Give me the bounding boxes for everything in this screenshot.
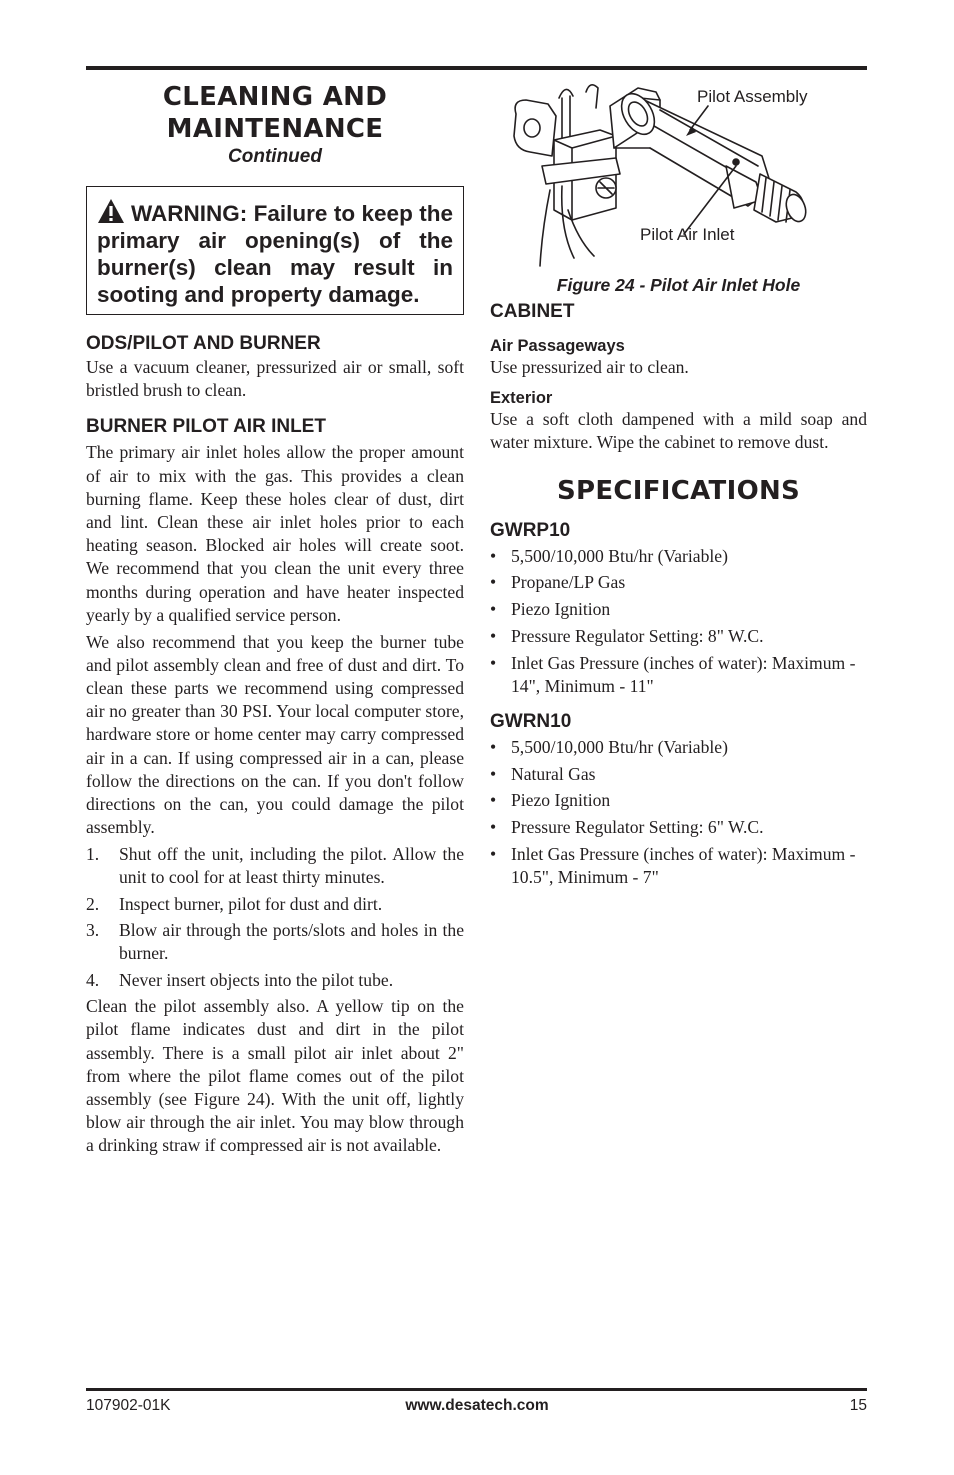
label-pilot-assembly: Pilot Assembly — [697, 87, 808, 106]
air-passageways-text: Use pressurized air to clean. — [490, 357, 689, 377]
warning-text: WARNING: Failure to keep the primary air opening(s) of the burner(s) clean may result in sooting and property damage. — [97, 201, 453, 307]
right-column — [490, 70, 867, 893]
left-column — [86, 70, 464, 1158]
ods-pilot-text: Use a vacuum cleaner, pressurized air or small, soft bristled brush to clean. — [86, 357, 464, 401]
section-title-line1: CLEANING AND — [162, 82, 388, 112]
gwrp10-spec-list — [490, 545, 867, 699]
list-item: 3. Blow air through the ports/slots and holes in the burner. — [86, 920, 464, 964]
list-item: • Inlet Gas Pressure (inches of water): Maximum - 14", Minimum - 11" — [490, 652, 856, 696]
website-link[interactable]: www.desatech.com — [405, 1397, 549, 1414]
exterior-text: Use a soft cloth dampened with a mild soap and water mixture. Wipe the cabinet to remove dust. — [490, 409, 867, 453]
document-number: 107902-01K — [86, 1397, 171, 1414]
list-item: • Piezo Ignition — [490, 790, 611, 811]
list-item: • 5,500/10,000 Btu/hr (Variable) — [490, 736, 728, 757]
list-item: 2. Inspect burner, pilot for dust and dirt. — [86, 893, 383, 914]
warning-triangle-icon — [97, 198, 125, 224]
exterior-heading: Exterior — [490, 389, 553, 408]
list-item: • Propane/LP Gas — [490, 572, 626, 593]
label-pilot-air-inlet: Pilot Air Inlet — [640, 225, 735, 244]
list-item: • 5,500/10,000 Btu/hr (Variable) — [490, 545, 728, 566]
list-item: • Piezo Ignition — [490, 599, 611, 620]
ods-pilot-heading: ODS/PILOT AND BURNER — [86, 333, 321, 354]
list-item: 1. Shut off the unit, including the pilot. Allow the unit to cool for at least thirty minutes. — [86, 843, 464, 888]
inlet-paragraph-2: We also recommend that you keep the burner tube and pilot assembly clean and free of dust and dirt. To clean these parts we recommend using compressed air no greater than 30 PSI. Your local computer store, hardware store or home center may carry compressed air in a can. If using compressed air in a can, please follow the directions on the can. If you don't follow directions on the can, you could damage the pilot assembly. — [86, 631, 464, 838]
cabinet-heading: CABINET — [490, 301, 575, 322]
section-subtitle: Continued — [228, 146, 322, 167]
burner-pilot-air-inlet-heading: BURNER PILOT AIR INLET — [86, 416, 326, 438]
bottom-rule — [86, 1388, 867, 1391]
warning-box — [86, 186, 464, 315]
list-item: • Pressure Regulator Setting: 8" W.C. — [490, 626, 764, 646]
figure-caption: Figure 24 - Pilot Air Inlet Hole — [556, 275, 801, 295]
cleaning-steps-list — [86, 843, 464, 992]
list-item: • Natural Gas — [490, 763, 596, 784]
specifications-title: SPECIFICATIONS — [556, 475, 801, 506]
section-title-cleaning — [86, 81, 464, 145]
model-gwrn10-heading: GWRN10 — [490, 710, 572, 732]
inlet-paragraph-1: The primary air inlet holes allow the proper amount of air to mix with the gas. This provides a clean burning flame. Keep these holes clear of dust, dirt and lint. Clean these air inlet holes prior to each heating season. Blocked air holes will create soot. We recommend that you clean the unit every three months during operation and have heater inspected yearly by a qualified service person. — [86, 442, 464, 625]
gwrn10-spec-list — [490, 736, 867, 890]
section-title-line2: MAINTENANCE — [166, 114, 384, 144]
air-passageways-heading: Air Passageways — [490, 337, 625, 355]
model-gwrp10-heading: GWRP10 — [490, 519, 571, 541]
inlet-paragraph-3: Clean the pilot assembly also. A yellow tip on the pilot flame indicates dust and dirt in the pilot assembly. There is a small pilot air inlet about 2" from where the pilot flame comes out of the pilot assembly (see Figure 24). With the unit off, lightly blow air through the air inlet. You may blow through a drinking straw if compressed air is not available. — [86, 996, 464, 1156]
page-number: 15 — [849, 1397, 867, 1414]
list-item: • Inlet Gas Pressure (inches of water): Maximum - 10.5", Minimum - 7" — [490, 843, 856, 888]
list-item: • Pressure Regulator Setting: 6" W.C. — [490, 817, 764, 838]
list-item: 4. Never insert objects into the pilot tube. — [86, 969, 394, 990]
pilot-assembly-figure — [490, 70, 867, 270]
